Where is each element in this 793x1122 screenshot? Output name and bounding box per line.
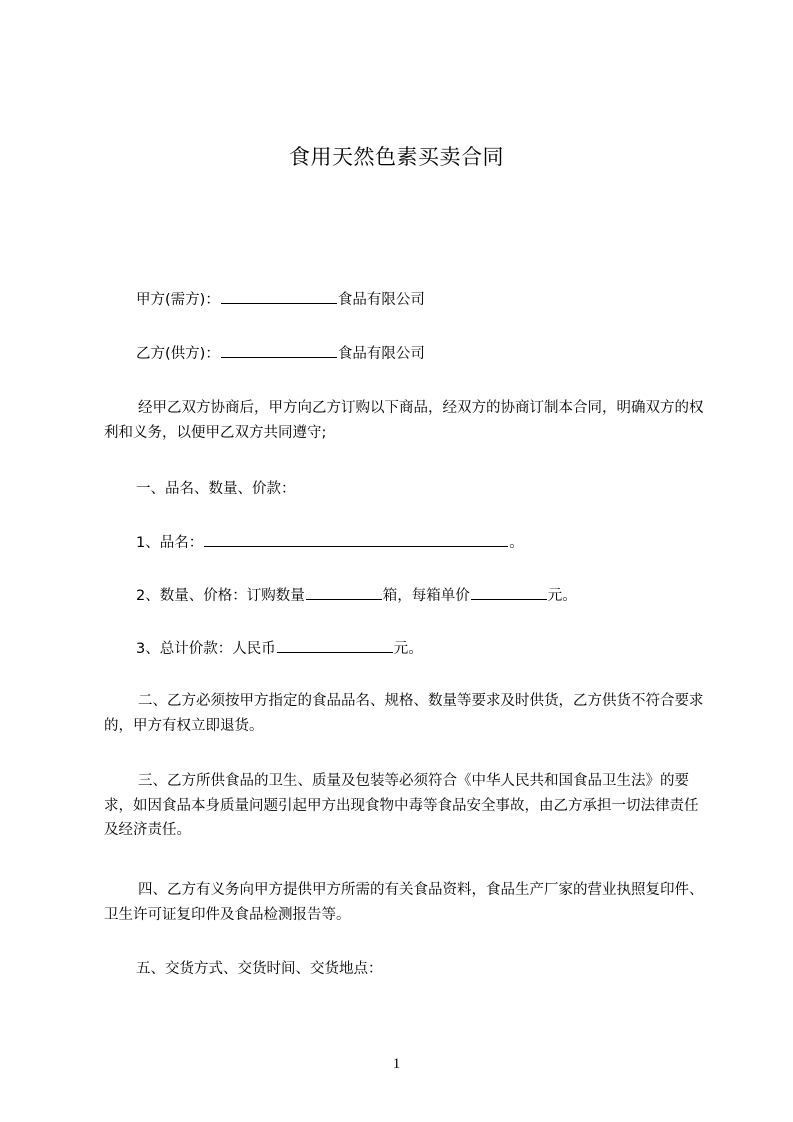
- party-b-label: 乙方(供方)：: [136, 346, 220, 362]
- item1-line: [136, 531, 524, 555]
- item2-line: [136, 584, 577, 608]
- party-b-blank: [221, 342, 337, 358]
- document-title: 食用天然色素买卖合同: [289, 145, 504, 169]
- item1-label: 1、品名：: [136, 535, 204, 551]
- party-a-blank: [221, 288, 337, 304]
- item2-label: 2、数量、价格：订购数量: [136, 588, 305, 604]
- section5-heading: 五、交货方式、交货时间、交货地点：: [136, 961, 383, 977]
- item1-end: 。: [509, 535, 524, 551]
- section1-heading: 一、品名、数量、价款：: [136, 481, 296, 497]
- item2-price-blank: [471, 584, 547, 600]
- item1-blank: [204, 531, 508, 547]
- page-number: 1: [392, 1056, 401, 1072]
- section2-paragraph: 二、乙方必须按甲方指定的食品品名、规格、数量等要求及时供货，乙方供货不符合要求的，甲方有权立即退货。: [104, 693, 704, 734]
- party-b-line: [136, 342, 425, 366]
- party-a-label: 甲方(需方)：: [136, 292, 220, 308]
- section4-paragraph: 四、乙方有义务向甲方提供甲方所需的有关食品资料，食品生产厂家的营业执照复印件、卫生许可证复印件及食品检测报告等。: [104, 882, 704, 923]
- item3-blank: [277, 637, 393, 653]
- party-a-suffix: 食品有限公司: [337, 292, 425, 308]
- item2-quantity-blank: [306, 584, 382, 600]
- item3-end: 元。: [393, 641, 423, 657]
- section3-paragraph: 三、乙方所供食品的卫生、质量及包装等必须符合《中华人民共和国食品卫生法》的要求，如因食品本身质量问题引起甲方出现食物中毒等食品安全事故，由乙方承担一切法律责任及经济责任。: [104, 773, 699, 838]
- party-a-line: [136, 288, 425, 312]
- item2-end: 元。: [547, 588, 577, 604]
- intro-paragraph: 经甲乙双方协商后，甲方向乙方订购以下商品，经双方的协商订制本合同，明确双方的权利和义务，以便甲乙双方共同遵守;: [104, 400, 704, 441]
- item2-mid: 箱，每箱单价: [382, 588, 470, 604]
- party-b-suffix: 食品有限公司: [337, 346, 425, 362]
- item3-line: [136, 637, 423, 661]
- item3-label: 3、总计价款：人民币: [136, 641, 276, 657]
